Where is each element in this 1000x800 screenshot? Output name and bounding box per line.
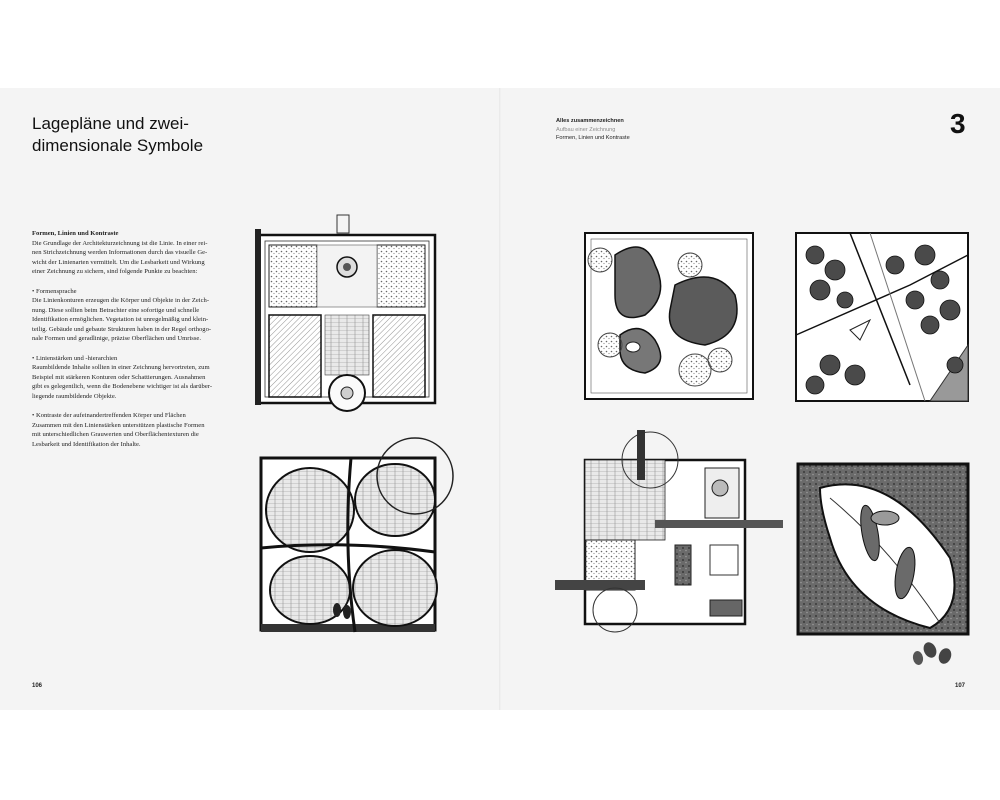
text-line: Raumbildende Inhalte sollten in einer Zeichnung hervortreten, zum bbox=[32, 364, 210, 371]
page-number-right: 107 bbox=[955, 683, 966, 689]
text-line: liegende raumbildende Objekte. bbox=[32, 392, 117, 400]
text-line: Lesbarkeit und Identifikation der Inhalte. bbox=[32, 440, 141, 448]
subheading: Formen, Linien und Kontraste bbox=[32, 230, 119, 237]
drawing-tree-grove-plan bbox=[790, 225, 975, 405]
page-title bbox=[32, 113, 203, 157]
drawing-courtyard-building-plan bbox=[555, 420, 790, 640]
bullet-linienstaerken bbox=[32, 354, 235, 402]
text-line: Die Grundlage der Architekturzeichnung ist die Linie. In einer rei- bbox=[32, 239, 208, 247]
text-line: nale Formen und geradlinige, präzise Oberflächen und Umrisse. bbox=[32, 335, 202, 342]
text-line: Identifikation ermöglichen. Vegetation ist unregelmäßig und klein- bbox=[32, 316, 209, 323]
text-line: nung. Diese sollten beim Betrachter eine sofortige und schnelle bbox=[32, 306, 200, 314]
text-line: Beispiel mit stärkeren Konturen oder Schattierungen. Ausnahmen bbox=[32, 373, 206, 381]
text-line: • Kontraste der aufeinandertreffenden Körper und Flächen bbox=[32, 412, 186, 419]
text-line: nen Strichzeichnung werden Informationen durch das visuelle Ge- bbox=[32, 249, 208, 256]
drawing-formal-garden-plan bbox=[255, 215, 440, 415]
running-head-section: Alles zusammenzeichnen bbox=[556, 118, 624, 124]
bullet-formensprache bbox=[32, 287, 235, 344]
bullet-title: • Linienstärken und -hierarchien bbox=[32, 354, 118, 362]
text-line: wicht der Linienarten vermittelt. Um die Lesbarkeit und Wirkung bbox=[32, 258, 205, 266]
drawing-boulder-garden-plan bbox=[575, 225, 760, 405]
title-line: Lagepläne und zwei- bbox=[32, 114, 189, 133]
bullet-title: • Formensprache bbox=[32, 287, 77, 295]
text-line: gibt es gelegentlich, wenn die Bodenebene wichtiger ist als darüber- bbox=[32, 383, 213, 390]
drawing-circular-patios-plan bbox=[255, 428, 465, 640]
drawing-leaf-pavilion-plan bbox=[790, 458, 975, 673]
gutter bbox=[499, 88, 501, 710]
text-line: mit unterschiedlichen Grauwerten und Oberflächentexturen die bbox=[32, 431, 199, 438]
running-head-subsection: Aufbau einer Zeichnung bbox=[556, 126, 616, 133]
running-head-topic: Formen, Linien und Kontraste bbox=[556, 135, 630, 141]
title-line: dimensionale Symbole bbox=[32, 136, 204, 155]
text-line: teilig. Gebäude und gebaute Strukturen haben in der Regel orthogo- bbox=[32, 325, 212, 333]
chapter-number: 3 bbox=[950, 108, 966, 139]
text-line: einer Zeichnung zu sichern, sind folgende Punkte zu beachten: bbox=[32, 268, 198, 275]
bullet-kontraste bbox=[32, 411, 235, 449]
text-line: Zusammen mit den Linienstärken unterstützen plastische Formen bbox=[32, 421, 205, 429]
text-line: Die Linienkonturen erzeugen die Körper und Objekte in der Zeich- bbox=[32, 297, 210, 304]
page-number-left: 106 bbox=[32, 683, 43, 689]
running-head bbox=[556, 117, 630, 143]
body-text bbox=[32, 229, 235, 459]
intro-paragraph bbox=[32, 229, 235, 277]
